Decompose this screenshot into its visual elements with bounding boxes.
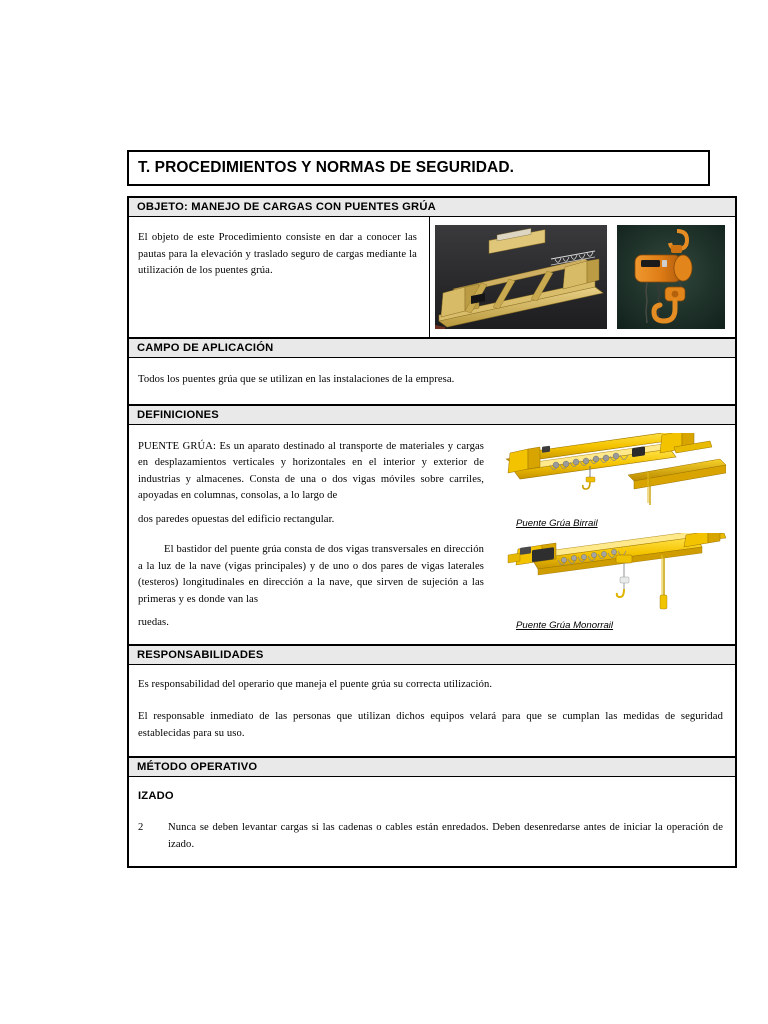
section-header-campo-aplicacion — [129, 338, 735, 358]
figure-double-girder-crane-art — [498, 433, 726, 517]
photo-electric-chain-hoist-art — [617, 225, 725, 329]
figure-monorail-crane — [498, 533, 726, 619]
definiciones-figures-cell — [494, 425, 735, 644]
section-header-campo-aplicacion-label: CAMPO DE APLICACIÓN — [137, 342, 274, 354]
section-header-objeto-label: OBJETO: MANEJO DE CARGAS CON PUENTES GRÚA — [137, 201, 436, 213]
figure-double-girder-crane-caption: Puente Grúa Birrail — [516, 517, 598, 529]
section-header-objeto — [129, 197, 735, 217]
list-item — [138, 820, 723, 853]
photo-bridge-crane-structure-art — [435, 225, 607, 329]
figure-monorail-crane-caption: Puente Grúa Monorrail — [516, 619, 614, 631]
figure-monorail-crane-art — [498, 533, 726, 619]
section-body-campo-aplicacion — [129, 358, 735, 405]
section-header-metodo-operativo — [129, 757, 735, 777]
section-header-metodo-operativo-label: MÉTODO OPERATIVO — [137, 761, 258, 773]
photo-bridge-crane-structure — [433, 223, 609, 331]
definiciones-paragraph-1: PUENTE GRÚA: Es un aparato destinado al transporte de materiales y cargas en desplazamientos verticales y horizontales en el interior y exterior de industrias y almacenes. Consta de una o dos vigas móviles sobre carriles, apoyadas en columnas, consolas, a lo largo de — [138, 440, 484, 501]
list-item-number: 2 — [138, 822, 144, 833]
responsabilidades-paragraph-1: Es responsabilidad del operario que maneja el puente grúa su correcta utilización. — [138, 678, 493, 690]
section-header-responsabilidades — [129, 645, 735, 665]
definiciones-paragraph-2: El bastidor del puente grúa consta de dos vigas transversales en dirección a la luz de la nave (vigas principales) y de uno o dos pares de vigas laterales (testeros) longitudinales en dirección a la nave, que sirven de sujeción a las primeras y es donde van las — [138, 544, 484, 605]
definiciones-paragraph-2b: ruedas. — [138, 617, 169, 628]
section-body-definiciones — [129, 425, 735, 645]
figure-double-girder-crane — [498, 433, 726, 517]
procedure-table — [127, 196, 737, 868]
section-body-objeto — [129, 217, 735, 338]
campo-aplicacion-paragraph: Todos los puentes grúa que se utilizan en las instalaciones de la empresa. — [138, 374, 455, 385]
responsabilidades-paragraph-2: El responsable inmediato de las personas que utilizan dichos equipos velará para que se cumplan las medidas de seguridad establecidas para su uso. — [138, 711, 723, 739]
objeto-text-cell — [129, 217, 430, 337]
subsection-heading-izado: IZADO — [138, 790, 174, 802]
definiciones-paragraph-1b: dos paredes opuestas del edificio rectangular. — [138, 513, 335, 525]
section-body-metodo-operativo — [129, 777, 735, 866]
document-title-box — [127, 150, 710, 186]
list-item-text: Nunca se deben levantar cargas si las cadenas o cables están enredados. Deben desenredarse antes de iniciar la operación de izado. — [168, 822, 723, 850]
photo-electric-chain-hoist — [615, 223, 727, 331]
section-header-definiciones — [129, 405, 735, 425]
objeto-images-cell — [430, 217, 735, 337]
page-title: T. PROCEDIMIENTOS Y NORMAS DE SEGURIDAD. — [138, 159, 515, 176]
section-body-responsabilidades — [129, 665, 735, 758]
definiciones-text-cell — [129, 425, 494, 644]
section-header-responsabilidades-label: RESPONSABILIDADES — [137, 648, 264, 661]
objeto-paragraph: El objeto de este Procedimiento consiste en dar a conocer las pautas para la elevación y traslado seguro de cargas mediante la utilización de los puentes grúa. — [138, 232, 417, 276]
section-header-definiciones-label: DEFINICIONES — [137, 408, 219, 421]
